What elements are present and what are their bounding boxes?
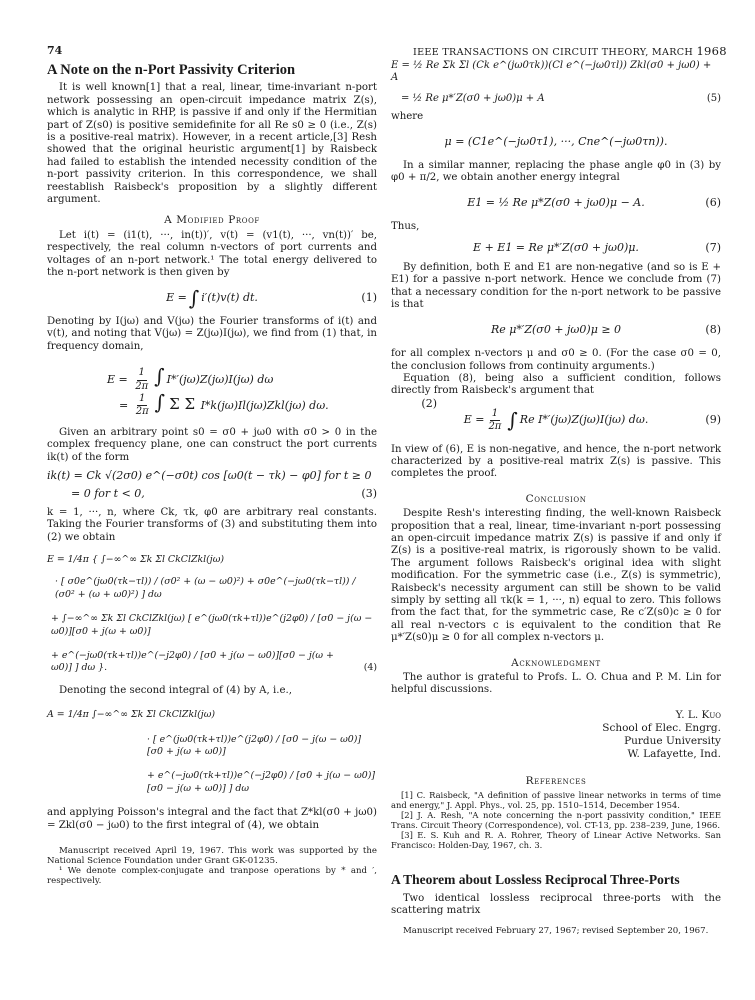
eq3-number: (3): [361, 487, 377, 501]
eq9-body: Re I*′(jω)Z(jω)I(jω) dω.: [519, 413, 649, 427]
eq2-line1: E = $\frac{1}{2\pi}$ ∫ I*′(jω)Z(jω)I(jω) dω: [107, 364, 274, 392]
paragraph-similar: In a similar manner, replacing the phase angle φ0 in (3) by φ0 + π/2, we obtain another energy integral: [391, 160, 721, 184]
paragraph-inview: In view of (6), E is non-negative, and hence, the n-port network characterized by a positive-real matrix Z(s) is passive. This completes the proof.: [391, 443, 721, 480]
eq2-number: (2): [421, 397, 437, 411]
summation-icon: Σ Σ: [169, 394, 196, 413]
author-university: Purdue University: [624, 734, 721, 747]
paragraph-denoting-a: Denoting the second integral of (4) by A, i.e.,: [59, 684, 292, 696]
where-label: where: [391, 111, 424, 123]
section-heading-conclusion: Conclusion: [525, 492, 587, 505]
running-head: [413, 44, 727, 58]
integral-sign-icon: ∫: [507, 408, 518, 433]
paragraph-bydef: By definition, both E and E1 are non-negative (and so is E + E1) for a passive n-port network. Hence we conclude from (7) that a necessary condition for the n-port network to be passive is that: [391, 262, 721, 311]
eq9-lhs: E =: [463, 413, 485, 427]
eq4-line1: E = 1/4π { ∫−∞^∞ Σk Σl CkClZkl(jω): [47, 554, 225, 565]
issue-year: 1968: [696, 44, 727, 58]
right-column: [391, 58, 721, 938]
eq2-frac-den: 2π: [135, 380, 149, 392]
paragraph-conclusion: Despite Resh's interesting finding, the well-known Raisbeck proposition that a real, linear, time-invariant n-port possessing an open-circuit impedance matrix Z(s) is passive if and only if Z(s) is a positive-real matrix, is rigorously shown to be valid. The argument follows Raisbeck's original idea with slight modification. For the symmetric case (i.e., Z(s) is symmetric), Raisbeck's necessity argument can still be shown to be valid simply by setting all τk(k = 1, ···, n) equal to zero. This follows from the fact that, for the symmetric case, Re c′Z(s0)c ≥ 0 for all real n-vectors c is equivalent to the condition that Re μ*′Z(s0)μ ≥ 0 for all complex n-vectors μ.: [391, 508, 721, 644]
equation-8: [391, 324, 721, 336]
equation-6: [391, 197, 721, 209]
eq4-line4: + e^(−jω0(τk+τl))e^(−j2φ0) / [σ0 + j(ω − ω0)][σ0 − j(ω + ω0)] ] dω }.: [51, 650, 334, 674]
equation-4: [47, 550, 377, 679]
eq2-line2: = $\frac{1}{2\pi}$ ∫ Σ Σ I*k(jω)Il(jω)Zkl(jω) dω.: [119, 389, 329, 418]
equation-2: [107, 364, 437, 419]
eqa-line3: + e^(−jω0(τk+τl))e^(−j2φ0) / [σ0 + j(ω − ω0)][σ0 − j(ω + ω0)] ] dω: [147, 770, 376, 794]
paragraph-denoting: Denoting by I(jω) and V(jω) the Fourier transforms of i(t) and v(t), and noting that V(jω) = Z(jω)I(jω), we find from (1) that, in frequency domain,: [47, 315, 377, 352]
equation-5: [391, 60, 721, 105]
eq2-frac-num: 1: [137, 367, 147, 380]
intro-paragraph: It is well known[1] that a real, linear, time-invariant n-port network possessing an open-circuit impedance matrix Z(s), which is analytic in RHP, is passive if and only if the Hermitian part of Z(s0) is positive semidefinite for all Re s0 ≥ 0 (i.e., Z(s) is a positive-real matrix). However, in a recent article,[3] Resh showed that the original heuristic argument[1] by Raisbeck had failed to establish the intended necessity condition of the n-port passivity criterion. In this correspondence, we shall reestablish Raisbeck's proposition by a slightly different argument.: [47, 82, 377, 206]
eqa-line1: A = 1/4π ∫−∞^∞ Σk Σl CkClZkl(jω): [47, 709, 215, 721]
article2-intro: Two identical lossless reciprocal three-ports with the scattering matrix: [391, 892, 721, 917]
eq8-body: Re μ*′Z(σ0 + jω0)μ ≥ 0: [490, 322, 622, 336]
article2-footnote-received: Manuscript received February 27, 1967; revised September 20, 1967.: [403, 926, 709, 937]
footnote-received: Manuscript received April 19, 1967. This work was supported by the National Science Foundation under Grant GK-01235.: [47, 846, 377, 867]
author-block: [391, 709, 721, 761]
page-number: 74: [47, 44, 63, 57]
author-name: Y. L. Kuo: [675, 708, 721, 721]
eq8-number: (8): [705, 322, 721, 336]
paragraph-let: Let i(t) = (i1(t), ···, in(t))′, v(t) = (v1(t), ···, vn(t))′ be, respectively, the real column n-vectors of port currents and voltages of an n-port network.¹ The total energy delivered to the n-port network is then given by: [47, 229, 377, 279]
integral-sign-icon: ∫: [154, 364, 165, 389]
eq6-body: E1 = ½ Re μ*Z(σ0 + jω0)μ − A.: [467, 195, 645, 209]
paragraph-applying: and applying Poisson's integral and the fact that Z*kl(σ0 + jω0) = Zkl(σ0 − jω0) to the first integral of (4), we obtain: [47, 807, 377, 831]
eq9-frac-den: 2π: [488, 421, 502, 433]
author-location: W. Lafayette, Ind.: [627, 747, 721, 760]
section-heading-references: References: [525, 774, 587, 787]
article-title: A Note on the n-Port Passivity Criterion: [47, 62, 296, 78]
integral-sign-icon: ∫: [188, 285, 200, 310]
author-dept: School of Elec. Engrg.: [602, 721, 721, 734]
integral-sign-icon: ∫: [154, 389, 166, 414]
eq7-body: E + E1 = Re μ*′Z(σ0 + jω0)μ.: [473, 240, 639, 254]
eq5-line2: = ½ Re μ*′Z(σ0 + jω0)μ + A: [401, 92, 545, 104]
thus-label: Thus,: [391, 221, 420, 233]
equation-7: [391, 242, 721, 254]
eq6-number: (6): [705, 195, 721, 209]
footnote-1: ¹ We denote complex-conjugate and tranpose operations by * and ′, respectively.: [47, 866, 377, 887]
section-heading-modified-proof: A Modified Proof: [164, 214, 260, 227]
footnotes: [47, 846, 377, 886]
equation-mu: μ = (C1e^(−jω0τ1), ···, Cne^(−jω0τn)).: [444, 134, 668, 148]
reference-item: [3] E. S. Kuh and R. A. Rohrer, Theory of Linear Active Networks. San Francisco: Holden-Day, 1967, ch. 3.: [391, 830, 721, 851]
eq3-line1: ik(t) = Ck √(2σ0) e^(−σ0t) cos [ω0(t − τk) − φ0] for t ≥ 0: [47, 468, 372, 482]
eq1-lhs: E =: [166, 290, 187, 304]
equation-9: [391, 408, 721, 434]
equation-1: [47, 285, 377, 310]
paragraph-equation8: Equation (8), being also a sufficient condition, follows directly from Raisbeck's argument that: [391, 372, 721, 397]
eq1-body: i′(t)v(t) dt.: [201, 290, 258, 304]
eq9-frac-num: 1: [490, 408, 500, 421]
equation-3: [47, 470, 377, 501]
eq9-number: (9): [705, 413, 721, 427]
reference-item: [1] C. Raisbeck, "A definition of passive linear networks in terms of time and energy," J. Appl. Phys., vol. 25, pp. 1510–1514, December 1954.: [391, 790, 721, 811]
eqa-line2: · [ e^(jω0(τk+τl))e^(j2φ0) / [σ0 − j(ω − ω0)][σ0 + j(ω + ω0)]: [147, 733, 362, 758]
eq3-line2: = 0 for t < 0,: [71, 487, 145, 501]
eq7-number: (7): [705, 240, 721, 254]
equation-a: [47, 705, 377, 799]
reference-item: [2] J. A. Resh, "A note concerning the n-port passivity condition," IEEE Trans. Circuit Theory (Correspondence), vol. CT-13, pp. 238–239, June, 1966.: [391, 810, 721, 831]
eq4-number: (4): [363, 662, 377, 674]
eq5-line1: E = ½ Re Σk Σl (Ck e^(jω0τk))(Cl e^(−jω0τl)) Zkl(σ0 + jω0) + A: [391, 60, 712, 84]
paragraph-k: k = 1, ···, n, where Ck, τk, φ0 are arbitrary real constants. Taking the Fourier transforms of (3) and substituting them into (2) we obtain: [47, 506, 377, 543]
eq4-line2: · [ σ0e^(jω0(τk−τl)) / (σ0² + (ω − ω0)²) + σ0e^(−jω0(τk−τl)) / (σ0² + (ω + ω0)²) ] dω: [55, 576, 356, 600]
paragraph-forall: for all complex n-vectors μ and σ0 ≥ 0. (For the case σ0 = 0, the conclusion follows from continuity arguments.): [391, 348, 721, 372]
eq4-line3: + ∫−∞^∞ Σk Σl CkClZkl(jω) [ e^(jω0(τk+τl))e^(j2φ0) / [σ0 − j(ω − ω0)][σ0 + j(ω + ω0)]: [51, 613, 373, 637]
paragraph-acknowledgment: The author is grateful to Profs. L. O. Chua and P. M. Lin for helpful discussions.: [391, 672, 721, 696]
eq2-line2-body: I*k(jω)Il(jω)Zkl(jω) dω.: [200, 398, 329, 412]
journal-name: IEEE TRANSACTIONS ON CIRCUIT THEORY, MARCH: [413, 47, 694, 58]
reference-list: [391, 790, 721, 850]
article2-title: A Theorem about Lossless Reciprocal Three-Ports: [391, 872, 680, 888]
eq5-number: (5): [706, 92, 721, 104]
paragraph-given: Given an arbitrary point s0 = σ0 + jω0 with σ0 > 0 in the complex frequency plane, one can construct the port currents ik(t) of the form: [47, 426, 377, 463]
eq2-line1-body: I*′(jω)Z(jω)I(jω) dω: [166, 373, 274, 387]
eq1-number: (1): [361, 290, 377, 304]
section-heading-acknowledgment: Acknowledgment: [511, 656, 601, 669]
